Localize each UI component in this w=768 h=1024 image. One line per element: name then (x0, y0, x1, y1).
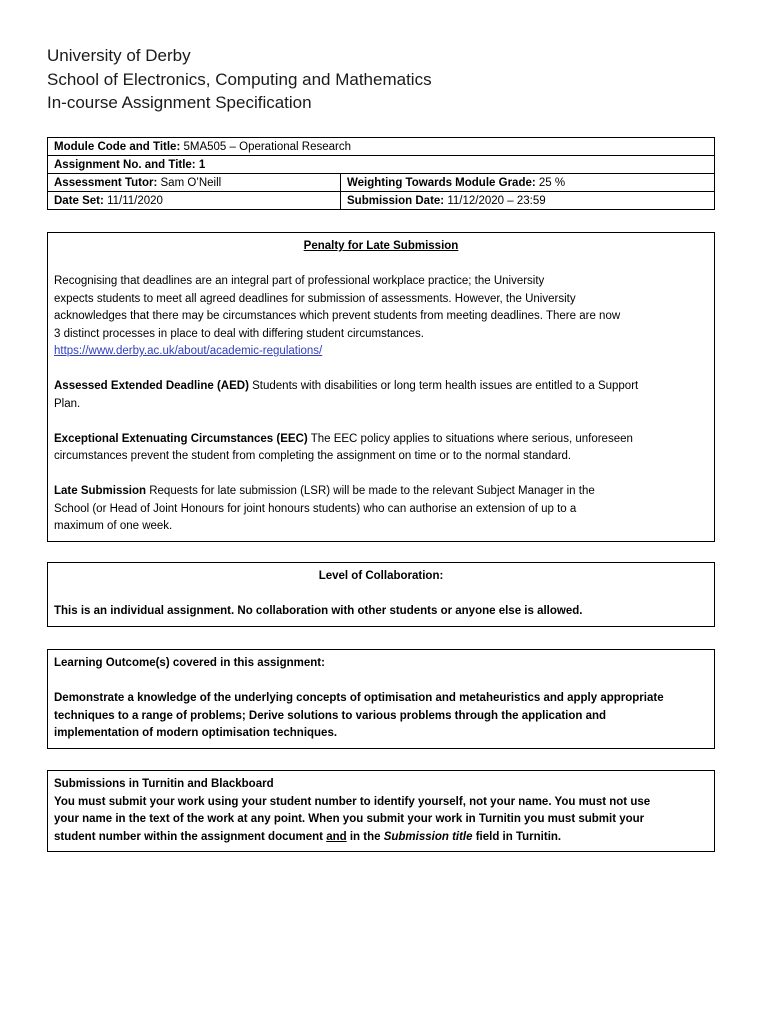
collaboration-title: Level of Collaboration: (318, 570, 444, 582)
tutor-row (48, 174, 715, 192)
penalty-title: Penalty for Late Submission (303, 240, 459, 252)
assignment-row (48, 156, 715, 174)
module-value: 5MA505 – Operational Research (183, 140, 351, 153)
penalty-line-4: 3 distinct processes in place to deal with differing student circumstances. (54, 327, 424, 340)
academic-regulations-link[interactable]: https://www.derby.ac.uk/about/academic-regulations/ (54, 345, 323, 357)
document-title: In-course Assignment Specification (47, 93, 312, 112)
tutor-label: Assessment Tutor: (54, 176, 158, 189)
tutor-value: Sam O’Neill (160, 176, 222, 189)
weighting-label: Weighting Towards Module Grade: (347, 176, 536, 189)
aed-text-2: Plan. (54, 397, 81, 410)
submission-title: Submissions in Turnitin and Blackboard (54, 778, 274, 790)
assignment-value: 1 (198, 158, 206, 171)
module-label: Module Code and Title: (54, 140, 181, 153)
aed-label: Assessed Extended Deadline (AED) (54, 380, 249, 392)
penalty-line-3: acknowledges that there may be circumstances which prevent students from meeting deadlines. There are now (54, 310, 621, 322)
submission-line-1: You must submit your work using your student number to identify yourself, not your name. You must not use (54, 795, 651, 808)
school-name: School of Electronics, Computing and Mathematics (47, 69, 432, 89)
aed-text: Students with disabilities or long term health issues are entitled to a Support (252, 380, 639, 392)
submission-line-3: student number within the assignment document and in the Submission title field in Turnitin. (54, 830, 562, 843)
university-name: University of Derby (47, 46, 191, 65)
submission-date-cell (341, 192, 715, 210)
dates-row (48, 192, 715, 210)
document-header (47, 44, 727, 115)
late-submission-text-3: maximum of one week. (54, 520, 173, 532)
submission-title-field: Submission title (383, 830, 473, 843)
late-submission-text: Requests for late submission (LSR) will be made to the relevant Subject Manager in the (149, 485, 595, 497)
late-submission-label: Late Submission (54, 485, 147, 497)
penalty-section (47, 232, 715, 542)
learning-outcomes-line-1: Demonstrate a knowledge of the underlying concepts of optimisation and metaheuristics and apply appropriate (54, 692, 664, 704)
learning-outcomes-title: Learning Outcome(s) covered in this assignment: (54, 657, 325, 669)
submission-date-label: Submission Date: (347, 194, 445, 207)
assignment-info-table (47, 137, 715, 210)
weighting-value: 25 % (538, 176, 566, 189)
date-set-label: Date Set: (54, 194, 104, 207)
eec-text: The EEC policy applies to situations where serious, unforeseen (310, 432, 633, 445)
submission-section (47, 770, 715, 852)
submission-date-value: 11/12/2020 – 23:59 (447, 194, 546, 207)
eec-text-2: circumstances prevent the student from completing the assignment on time or to the normal standard. (54, 450, 572, 462)
late-submission-text-2: School (or Head of Joint Honours for joint honours students) who can authorise an extension of up to a (54, 502, 577, 515)
submission-line-2: your name in the text of the work at any point. When you submit your work in Turnitin you must submit your (54, 813, 645, 825)
assignment-cell (48, 156, 715, 174)
penalty-line-1: Recognising that deadlines are an integral part of professional workplace practice; the University (54, 275, 545, 287)
module-cell (48, 138, 715, 156)
weighting-cell (341, 174, 715, 192)
learning-outcomes-line-3: implementation of modern optimisation techniques. (54, 727, 338, 739)
module-row (48, 138, 715, 156)
collaboration-section (47, 562, 715, 627)
penalty-line-2: expects students to meet all agreed deadlines for submission of assessments. However, the University (54, 292, 576, 305)
eec-label: Exceptional Extenuating Circumstances (EEC) (54, 432, 308, 445)
date-set-value: 11/11/2020 (107, 194, 163, 207)
date-set-cell (48, 192, 341, 210)
and-emphasis: and (326, 830, 347, 843)
learning-outcomes-section (47, 649, 715, 749)
collaboration-text: This is an individual assignment. No collaboration with other students or anyone else is allowed. (54, 605, 583, 617)
learning-outcomes-line-2: techniques to a range of problems; Derive solutions to various problems through the application and (54, 709, 607, 722)
assignment-label: Assignment No. and Title: (54, 158, 196, 171)
tutor-cell (48, 174, 341, 192)
